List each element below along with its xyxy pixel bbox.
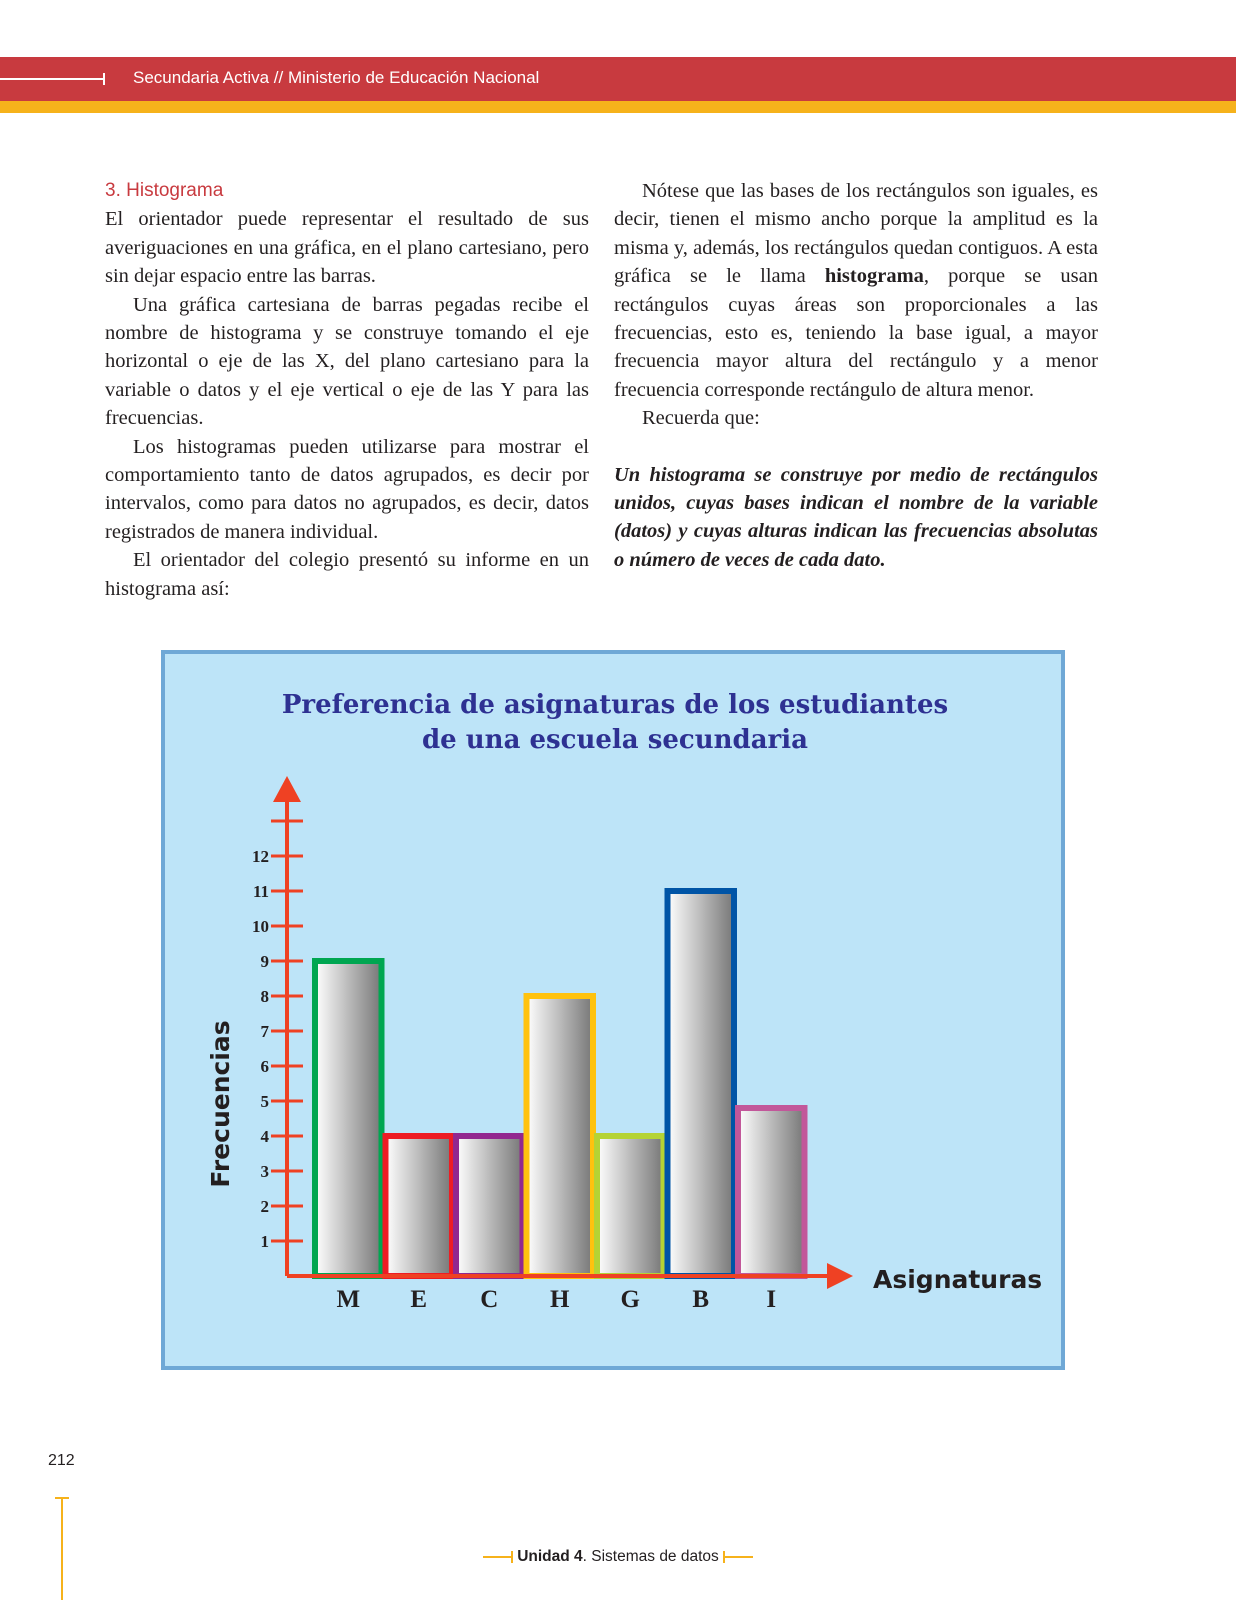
chart-title-line-2: de una escuela secundaria [422, 725, 808, 755]
paragraph: Una gráfica cartesiana de barras pegadas recibe el nombre de histograma y se construye tomando el eje horizontal o eje de las X, del plano cartesiano para la variable o datos y el eje vertical o eje de las Y para las frecuencias. [105, 293, 589, 430]
right-column [614, 177, 1098, 574]
definition-note: Un histograma se construye por medio de rectángulos unidos, cuyas bases indican el nombre de la variable (datos) y cuyas alturas indican las frecuencias absolutas o número de veces de cada dato. [614, 463, 1098, 571]
category-label-c: C [480, 1286, 499, 1313]
paragraph [614, 177, 1098, 404]
histogram-chart [161, 650, 1065, 1370]
term-histograma: histograma [824, 265, 924, 288]
y-tick-label: 10 [252, 917, 269, 936]
y-tick-label: 9 [260, 952, 269, 971]
section-title: 3. Histograma [105, 180, 224, 201]
y-tick-label: 12 [252, 847, 269, 866]
y-axis-arrow [273, 776, 301, 802]
y-axis-label: Frecuencias [206, 1020, 235, 1188]
x-axis-arrow [827, 1263, 853, 1289]
bar-e [386, 1136, 453, 1276]
footer-rule-tick [55, 1497, 69, 1499]
y-tick-label: 8 [260, 987, 269, 1006]
bar-h [527, 996, 594, 1276]
chart-canvas [165, 654, 1061, 1366]
y-tick-label: 4 [260, 1127, 269, 1146]
paragraph: Los histogramas pueden utilizarse para mostrar el comportamiento tanto de datos agrupados, es decir por intervalos, como para datos no agrupados, es decir, datos registrados de manera individual. [105, 435, 589, 543]
bar-m [315, 961, 382, 1276]
y-tick-label: 7 [260, 1022, 269, 1041]
bar-c [456, 1136, 523, 1276]
footer-unit-title: . Sistemas de datos [582, 1548, 719, 1565]
category-label-e: E [410, 1286, 428, 1313]
y-tick-label: 1 [260, 1232, 269, 1251]
header-title: Secundaria Activa // Ministerio de Educación Nacional [133, 68, 540, 87]
category-label-i: I [766, 1286, 777, 1313]
category-label-b: B [692, 1286, 710, 1313]
footer-unit-label: Unidad 4 [517, 1548, 583, 1565]
category-label-g: G [620, 1286, 640, 1313]
bar-g [597, 1136, 664, 1276]
paragraph: El orientador del colegio presentó su informe en un histograma así: [105, 549, 589, 600]
category-label-h: H [550, 1286, 570, 1313]
chart-title-line-1: Preferencia de asignaturas de los estudiantes [281, 690, 949, 720]
y-tick-label: 2 [260, 1197, 269, 1216]
footer-dash-left [483, 1556, 513, 1558]
footer [0, 1548, 1236, 1566]
paragraph-text: , porque se usan rectángulos cuyas áreas son proporcionales a las frecuencias, esto es, teniendo la base igual, a mayor frecuencia mayor altura del rectángulo y a menor frecuencia corresponde rectángulo de altura menor. [614, 265, 1098, 401]
y-tick-label: 11 [252, 882, 269, 901]
header-stripe [0, 101, 1236, 113]
y-tick-label: 3 [260, 1162, 269, 1181]
header-rule-tick [103, 73, 105, 85]
header-rule [0, 78, 104, 80]
footer-dash-right [723, 1556, 753, 1558]
y-tick-label: 5 [260, 1092, 269, 1111]
paragraph: El orientador puede representar el resultado de sus averiguaciones en una gráfica, en el plano cartesiano, pero sin dejar espacio entre las barras. [105, 208, 589, 288]
paragraph-text: Nótese que las bases de los rectángulos son iguales, es decir, tienen el mismo ancho porque la amplitud es la misma y, además, los rectángulos quedan contiguos. A esta gráfica se le llama [614, 180, 1098, 288]
bar-i [738, 1108, 805, 1276]
left-column [105, 177, 589, 603]
page-number: 212 [48, 1452, 75, 1469]
category-label-m: M [336, 1286, 361, 1313]
bar-b [668, 891, 735, 1276]
paragraph: Recuerda que: [642, 407, 760, 430]
x-axis-label: Asignaturas [873, 1265, 1043, 1294]
y-tick-label: 6 [260, 1057, 269, 1076]
